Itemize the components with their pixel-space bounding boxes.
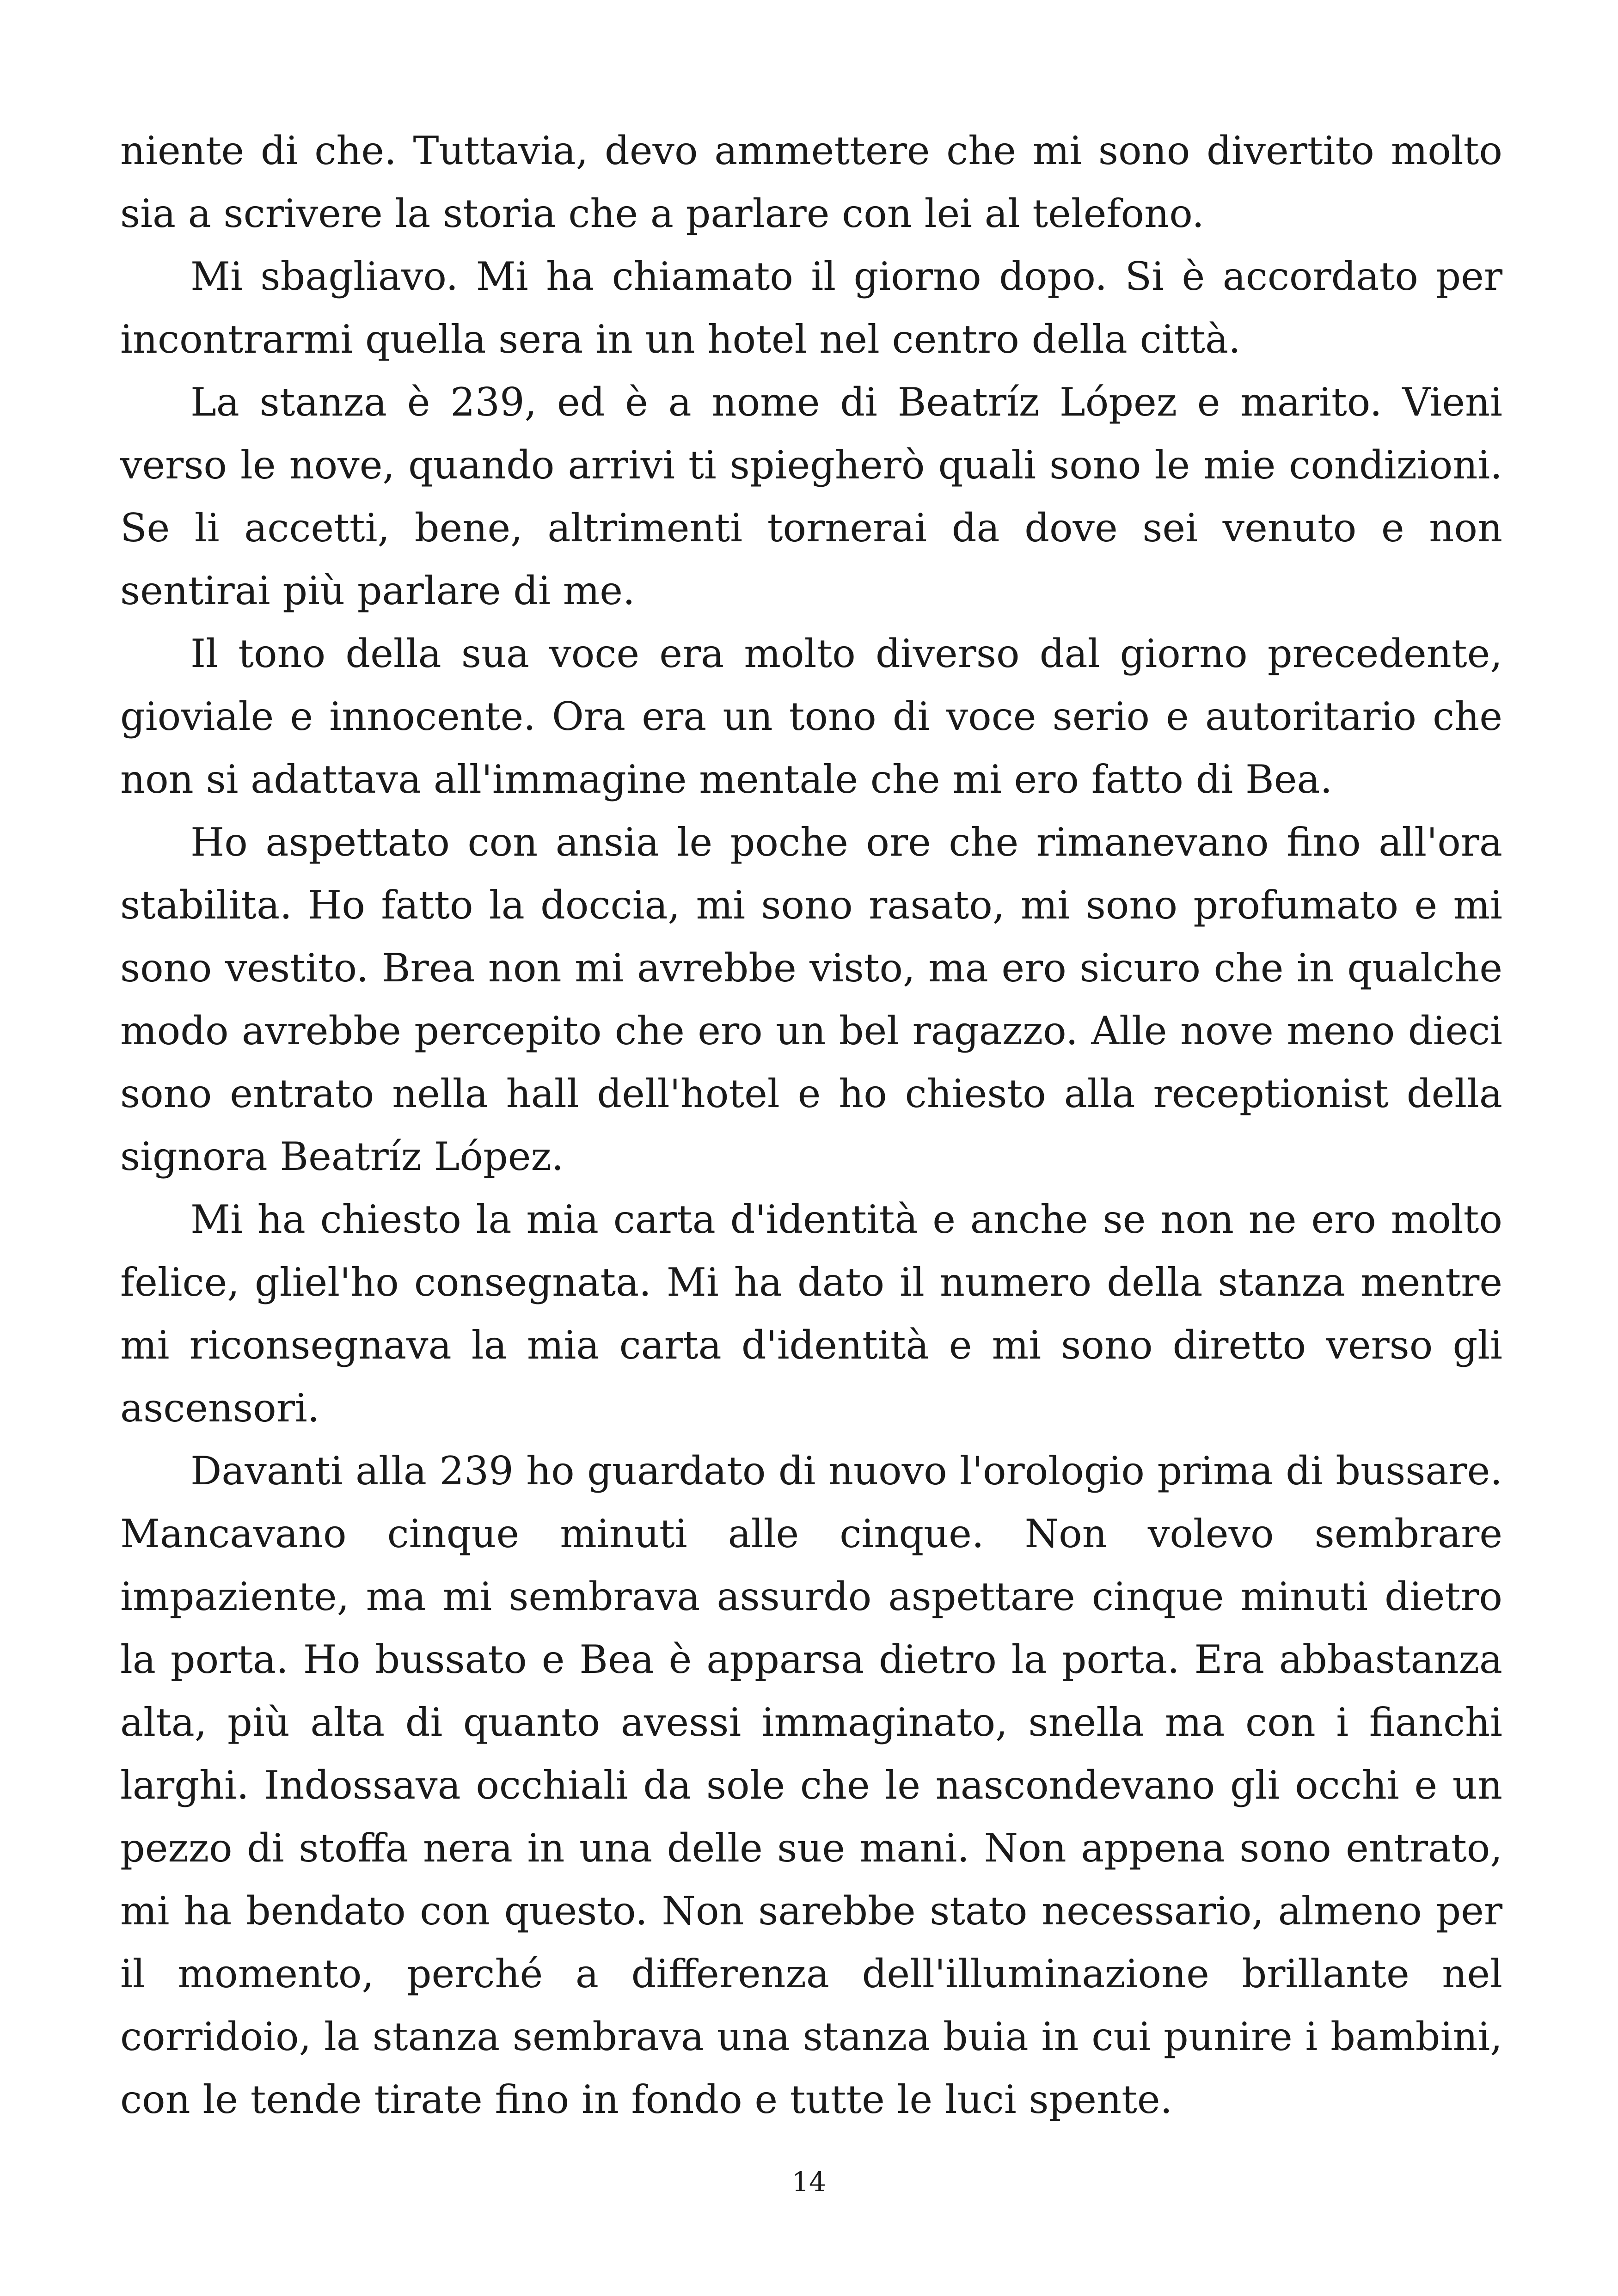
page-number: 14 xyxy=(792,2166,826,2198)
paragraph-continuation: niente di che. Tuttavia, devo ammettere che mi sono divertito molto sia a scrivere la storia che a parlare con lei al telefono. xyxy=(120,128,1502,236)
body-text xyxy=(120,119,1502,2131)
paragraph: La stanza è 239, ed è a nome di Beatríz López e marito. Vieni verso le nove, quando arrivi ti spiegherò quali sono le mie condizioni. Se li accetti, bene, altrimenti tornerai da dove sei venuto e non sentirai più parlare di me. xyxy=(120,380,1502,613)
paragraph: Ho aspettato con ansia le poche ore che rimanevano fino all'ora stabilita. Ho fatto la doccia, mi sono rasato, mi sono profumato e mi sono vestito. Brea non mi avrebbe visto, ma ero sicuro che in qualche modo avrebbe percepito che ero un bel ragazzo. Alle nove meno dieci sono entrato nella hall dell'hotel e ho chiesto alla receptionist della signora Beatríz López. xyxy=(120,820,1502,1179)
paragraph: Mi sbagliavo. Mi ha chiamato il giorno dopo. Si è accordato per incontrarmi quella sera in un hotel nel centro della città. xyxy=(120,254,1502,362)
paragraph: Il tono della sua voce era molto diverso dal giorno precedente, gioviale e innocente. Ora era un tono di voce serio e autoritario che non si adattava all'immagine mentale che mi ero fatto di Bea. xyxy=(120,631,1502,802)
paragraph: Mi ha chiesto la mia carta d'identità e anche se non ne ero molto felice, gliel'ho consegnata. Mi ha dato il numero della stanza mentre mi riconsegnava la mia carta d'identità e mi sono diretto verso gli ascensori. xyxy=(120,1197,1502,1431)
paragraph: Davanti alla 239 ho guardato di nuovo l'orologio prima di bussare. Mancavano cinque minuti alle cinque. Non volevo sembrare impaziente, ma mi sembrava assurdo aspettare cinque minuti dietro la porta. Ho bussato e Bea è apparsa dietro la porta. Era abbastanza alta, più alta di quanto avessi immaginato, snella ma con i fianchi larghi. Indossava occhiali da sole che le nascondevano gli occhi e un pezzo di stoffa nera in una delle sue mani. Non appena sono entrato, mi ha bendato con questo. Non sarebbe stato necessario, almeno per il momento, perché a differenza dell'illuminazione brillante nel corridoio, la stanza sembrava una stanza buia in cui punire i bambini, con le tende tirate fino in fondo e tutte le luci spente. xyxy=(120,1448,1502,2122)
